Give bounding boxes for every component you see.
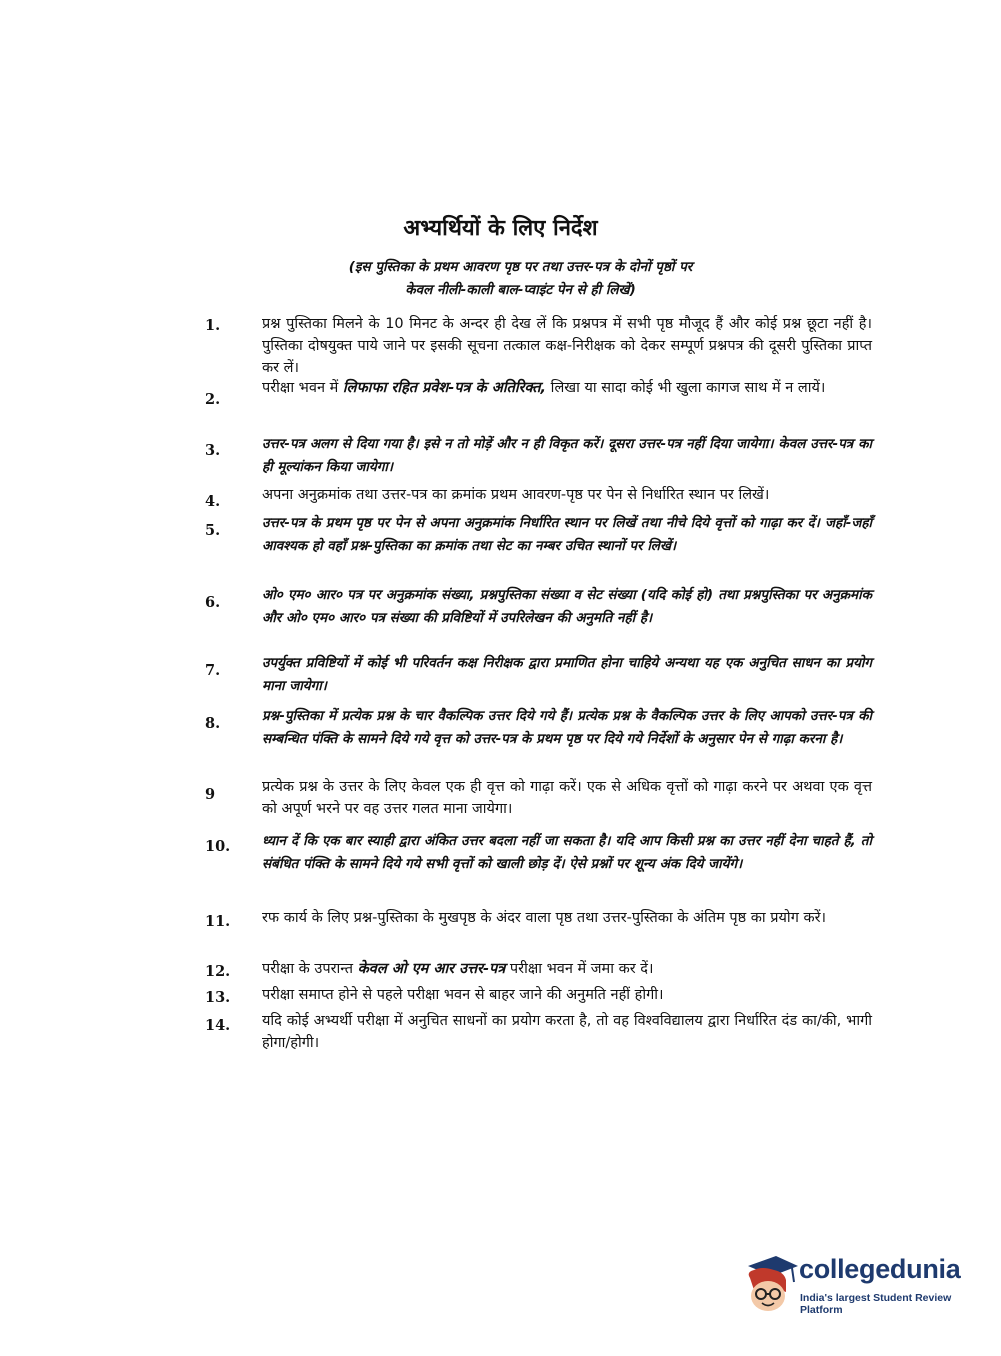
collegedunia-logo [742,1252,972,1322]
item-text: अपना अनुक्रमांक तथा उत्तर-पत्र का क्रमांक प्रथम आवरण-पृष्ठ पर पेन से निर्धारित स्थान पर लिखें। [262,487,770,503]
logo-tagline: India's largest Student Review Platform [800,1292,952,1316]
item-text-plain: परीक्षा भवन में [262,380,343,396]
page-subtitle-line-1: (इस पुस्तिका के प्रथम आवरण पृष्ठ पर तथा उत्तर-पत्र के दोनों पृष्ठों पर [348,259,693,275]
page-title: अभ्यर्थियों के लिए निर्देश [403,216,598,241]
logo-mascot-icon [742,1252,798,1314]
item-text: प्रश्न पुस्तिका मिलने के 10 मिनट के अन्दर ही देख लें कि प्रश्नपत्र में सभी पृष्ठ मौजूद हैं और कोई प्रश्न छूटा नहीं है। पुस्तिका दोषयुक्त पाये जाने पर इसकी सूचना तत्काल कक्ष-निरीक्षक को देकर सम्पूर्ण प्रश्नपत्र की दूसरी पुस्तिका प्राप्त कर लें। [262,316,872,376]
item-text: ध्यान दें कि एक बार स्याही द्वारा अंकित उत्तर बदला नहीं जा सकता है। यदि आप किसी प्रश्न का उत्तर नहीं देना चाहते हैं, तो संबंधित पंक्ति के सामने दिये गये सभी वृत्तों को खाली छोड़ दें। ऐसे प्रश्नों पर शून्य अंक दिये जायेंगे। [262,833,872,872]
page-subtitle-line-2: केवल नीली-काली बाल-प्वाइंट पेन से ही लिखें) [405,282,636,298]
item-text: परीक्षा समाप्त होने से पहले परीक्षा भवन से बाहर जाने की अनुमति नहीं होगी। [262,987,664,1003]
item-text: प्रश्न-पुस्तिका में प्रत्येक प्रश्न के चार वैकल्पिक उत्तर दिये गये हैं। प्रत्येक प्रश्न के वैकल्पिक उत्तर के लिए आपको उत्तर-पत्र की सम्बन्धित पंक्ति के सामने दिये गये वृत्त को उत्तर-पत्र के प्रथम पृष्ठ पर दिये गये निर्देशों के अनुसार पेन से गाढ़ा करना है। [262,708,872,747]
item-number: 12. [205,963,231,980]
item-number: 8. [205,715,221,732]
item-number: 6. [205,594,221,611]
item-number: 10. [205,838,231,855]
item-text: उत्तर-पत्र अलग से दिया गया है। इसे न तो मोड़ें और न ही विकृत करें। दूसरा उत्तर-पत्र नहीं दिया जायेगा। केवल उत्तर-पत्र का ही मूल्यांकन किया जायेगा। [262,436,872,475]
item-text: रफ कार्य के लिए प्रश्न-पुस्तिका के मुखपृष्ठ के अंदर वाला पृष्ठ तथा उत्तर-पुस्तिका के अंतिम पृष्ठ का प्रयोग करें। [262,910,827,926]
item-text: उत्तर-पत्र के प्रथम पृष्ठ पर पेन से अपना अनुक्रमांक निर्धारित स्थान पर लिखें तथा नीचे दिये वृत्तों को गाढ़ा कर दें। जहाँ-जहाँ आवश्यक हो वहाँ प्रश्न-पुस्तिका का क्रमांक तथा सेट का नम्बर उचित स्थानों पर लिखें। [262,515,872,554]
item-text-plain: परीक्षा भवन में जमा कर दें। [505,961,654,977]
item-text-plain: लिखा या सादा कोई भी खुला कागज साथ में न लायें। [546,380,826,396]
item-number: 13. [205,989,231,1006]
logo-brand-text: collegedunia [799,1254,961,1284]
item-number: 14. [205,1017,231,1034]
item-number: 9 [205,786,216,803]
item-text: ओ० एम० आर० पत्र पर अनुक्रमांक संख्या, प्रश्नपुस्तिका संख्या व सेट संख्या (यदि कोई हो) तथा प्रश्नपुस्तिका पर अनुक्रमांक और ओ० एम० आर० पत्र संख्या की प्रविष्टियों में उपरिलेखन की अनुमति नहीं है। [262,587,872,626]
item-text: उपर्युक्त प्रविष्टियों में कोई भी परिवर्तन कक्ष निरीक्षक द्वारा प्रमाणित होना चाहिये अन्यथा यह एक अनुचित साधन का प्रयोग माना जायेगा। [262,655,872,694]
item-text: यदि कोई अभ्यर्थी परीक्षा में अनुचित साधनों का प्रयोग करता है, तो वह विश्वविद्यालय द्वारा निर्धारित दंड का/की, भागी होगा/होगी। [262,1013,872,1051]
item-text-plain: परीक्षा के उपरान्त [262,961,358,977]
item-number: 2. [205,391,221,408]
item-text: प्रत्येक प्रश्न के उत्तर के लिए केवल एक ही वृत्त को गाढ़ा करें। एक से अधिक वृत्तों को गाढ़ा करने पर अथवा एक वृत्त को अपूर्ण भरने पर वह उत्तर गलत माना जायेगा। [262,779,872,817]
item-number: 4. [205,493,221,510]
item-number: 7. [205,662,221,679]
item-number: 1. [205,317,221,334]
item-text-emphasis: केवल ओ एम आर उत्तर-पत्र [357,961,506,977]
item-number: 11. [205,913,231,930]
item-text-emphasis: लिफाफा रहित प्रवेश-पत्र के अतिरिक्त, [342,380,547,396]
item-text [262,958,872,980]
item-number: 3. [205,442,221,459]
item-number: 5. [205,522,221,539]
item-text [262,377,872,399]
